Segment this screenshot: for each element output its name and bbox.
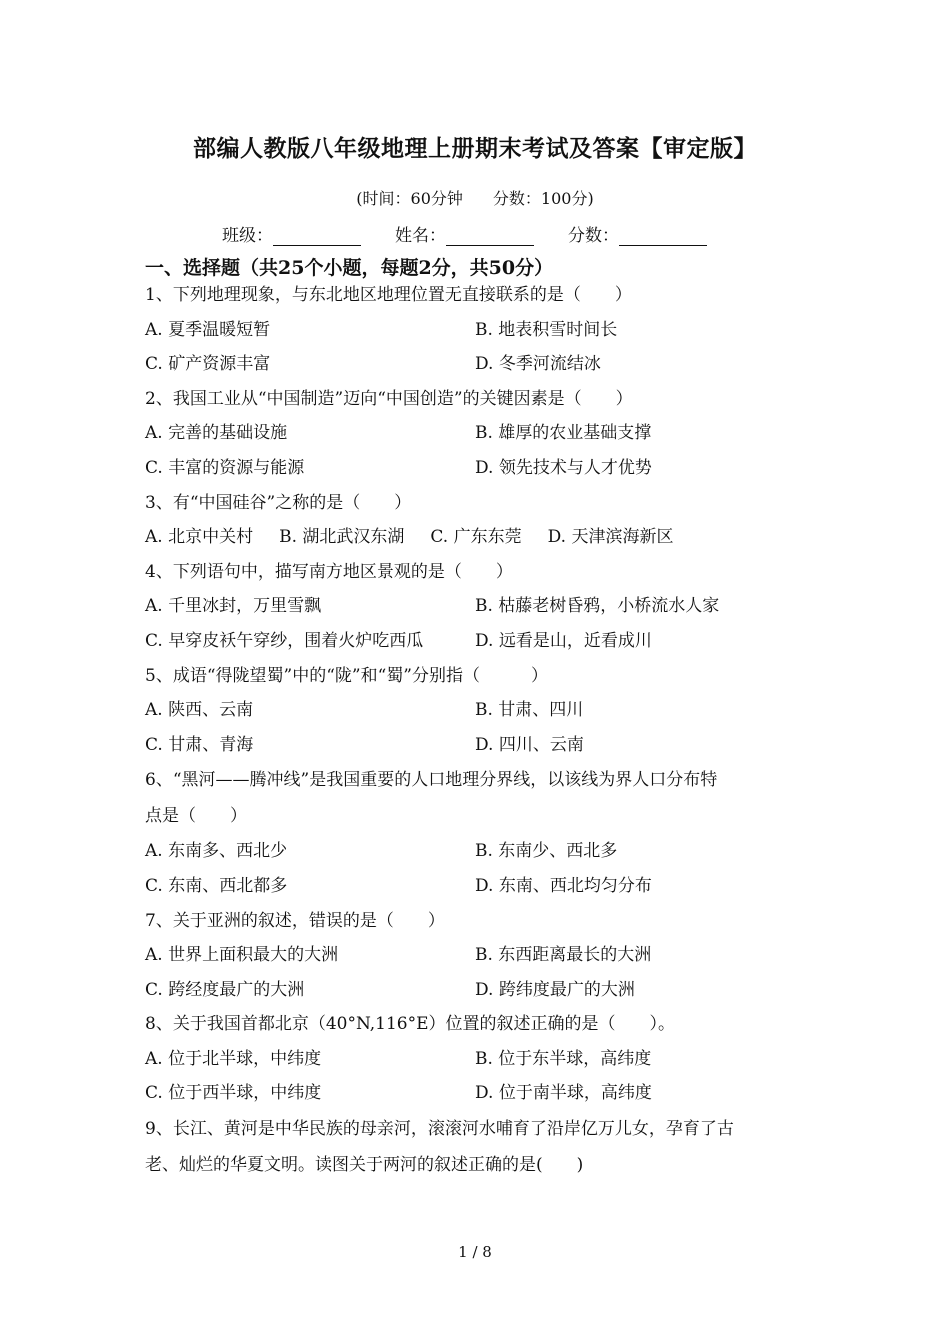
option: D. 冬季河流结冰 bbox=[475, 354, 601, 375]
question-list bbox=[145, 278, 825, 1183]
option-row bbox=[145, 938, 825, 973]
option: B. 东南少、西北多 bbox=[475, 841, 618, 862]
option-row bbox=[145, 869, 825, 904]
option: C. 跨经度最广的大洲 bbox=[145, 979, 305, 1000]
question-stem: 2、我国工业从“中国制造”迈向“中国创造”的关键因素是（ ） bbox=[145, 388, 633, 409]
score-blank[interactable] bbox=[619, 228, 707, 246]
option-row bbox=[145, 451, 825, 486]
option: A. 位于北半球，中纬度 bbox=[145, 1048, 322, 1069]
option: B. 雄厚的农业基础支撑 bbox=[475, 423, 652, 444]
option: A. 千里冰封，万里雪飘 bbox=[145, 596, 322, 617]
option-row bbox=[145, 1042, 825, 1077]
option: B. 湖北武汉东湖 bbox=[279, 527, 405, 548]
option: C. 甘肃、青海 bbox=[145, 734, 254, 755]
question-stem-continued: 点是（ ） bbox=[145, 806, 247, 827]
option: A. 完善的基础设施 bbox=[145, 423, 288, 444]
class-field: 班级： bbox=[222, 221, 361, 246]
option: C. 早穿皮袄午穿纱，围着火炉吃西瓜 bbox=[145, 630, 424, 651]
option-row bbox=[145, 728, 825, 763]
page-title: 部编人教版八年级地理上册期末考试及答案【审定版】 bbox=[193, 135, 757, 162]
question-stem: 5、成语“得陇望蜀”中的“陇”和“蜀”分别指（ ） bbox=[145, 665, 548, 686]
score-field: 分数： bbox=[568, 221, 707, 246]
question-stem: 7、关于亚洲的叙述，错误的是（ ） bbox=[145, 910, 445, 931]
class-blank[interactable] bbox=[273, 228, 361, 246]
exam-meta bbox=[0, 186, 950, 209]
option: D. 远看是山，近看成川 bbox=[475, 630, 652, 651]
total-score: 分数：100分) bbox=[492, 189, 594, 208]
time-limit: (时间：60分钟 bbox=[356, 189, 463, 208]
question-stem: 3、有“中国硅谷”之称的是（ ） bbox=[145, 492, 412, 513]
option: A. 北京中关村 bbox=[145, 527, 254, 548]
option: D. 四川、云南 bbox=[475, 734, 584, 755]
question-stem: 8、关于我国首都北京（40°N,116°E）位置的叙述正确的是（ ）。 bbox=[145, 1014, 675, 1035]
option: C. 矿产资源丰富 bbox=[145, 354, 271, 375]
option-row bbox=[145, 313, 825, 348]
option: B. 地表积雪时间长 bbox=[475, 319, 618, 340]
option-row bbox=[145, 416, 825, 451]
option: D. 天津滨海新区 bbox=[547, 527, 674, 548]
option: A. 世界上面积最大的大洲 bbox=[145, 945, 339, 966]
option: D. 位于南半球，高纬度 bbox=[475, 1083, 652, 1104]
question-stem: 1、下列地理现象，与东北地区地理位置无直接联系的是（ ） bbox=[145, 285, 632, 305]
option: D. 东南、西北均匀分布 bbox=[475, 875, 652, 896]
page-number: 1 / 8 bbox=[458, 1243, 492, 1261]
name-field: 姓名： bbox=[395, 221, 534, 246]
option-row bbox=[145, 589, 825, 624]
option-row bbox=[145, 973, 825, 1008]
option: A. 夏季温暖短暂 bbox=[145, 319, 271, 340]
option: B. 位于东半球，高纬度 bbox=[475, 1048, 652, 1069]
option-row bbox=[145, 520, 825, 555]
option-row bbox=[145, 693, 825, 728]
question-stem: 4、下列语句中，描写南方地区景观的是（ ） bbox=[145, 561, 513, 582]
option: D. 跨纬度最广的大洲 bbox=[475, 979, 635, 1000]
question-stem: 9、长江、黄河是中华民族的母亲河，滚滚河水哺育了沿岸亿万儿女，孕育了古 bbox=[145, 1119, 734, 1140]
option-row bbox=[145, 1076, 825, 1111]
option: B. 东西距离最长的大洲 bbox=[475, 945, 652, 966]
section-heading: 一、选择题（共25个小题，每题2分，共50分） bbox=[145, 257, 554, 279]
name-blank[interactable] bbox=[446, 228, 534, 246]
option: B. 枯藤老树昏鸦，小桥流水人家 bbox=[475, 596, 720, 617]
option: C. 东南、西北都多 bbox=[145, 875, 288, 896]
option: C. 位于西半球，中纬度 bbox=[145, 1083, 322, 1104]
student-info bbox=[222, 221, 741, 246]
option: B. 甘肃、四川 bbox=[475, 700, 584, 721]
option-row bbox=[145, 624, 825, 659]
option: C. 广东东莞 bbox=[430, 527, 522, 548]
option: A. 东南多、西北少 bbox=[145, 841, 288, 862]
option: A. 陕西、云南 bbox=[145, 700, 254, 721]
option-row bbox=[145, 834, 825, 869]
option: C. 丰富的资源与能源 bbox=[145, 457, 305, 478]
question-stem-continued: 老、灿烂的华夏文明。读图关于两河的叙述正确的是( ) bbox=[145, 1155, 584, 1176]
question-stem: 6、“黑河——腾冲线”是我国重要的人口地理分界线，以该线为界人口分布特 bbox=[145, 770, 718, 791]
option-row bbox=[145, 347, 825, 382]
option: D. 领先技术与人才优势 bbox=[475, 457, 652, 478]
